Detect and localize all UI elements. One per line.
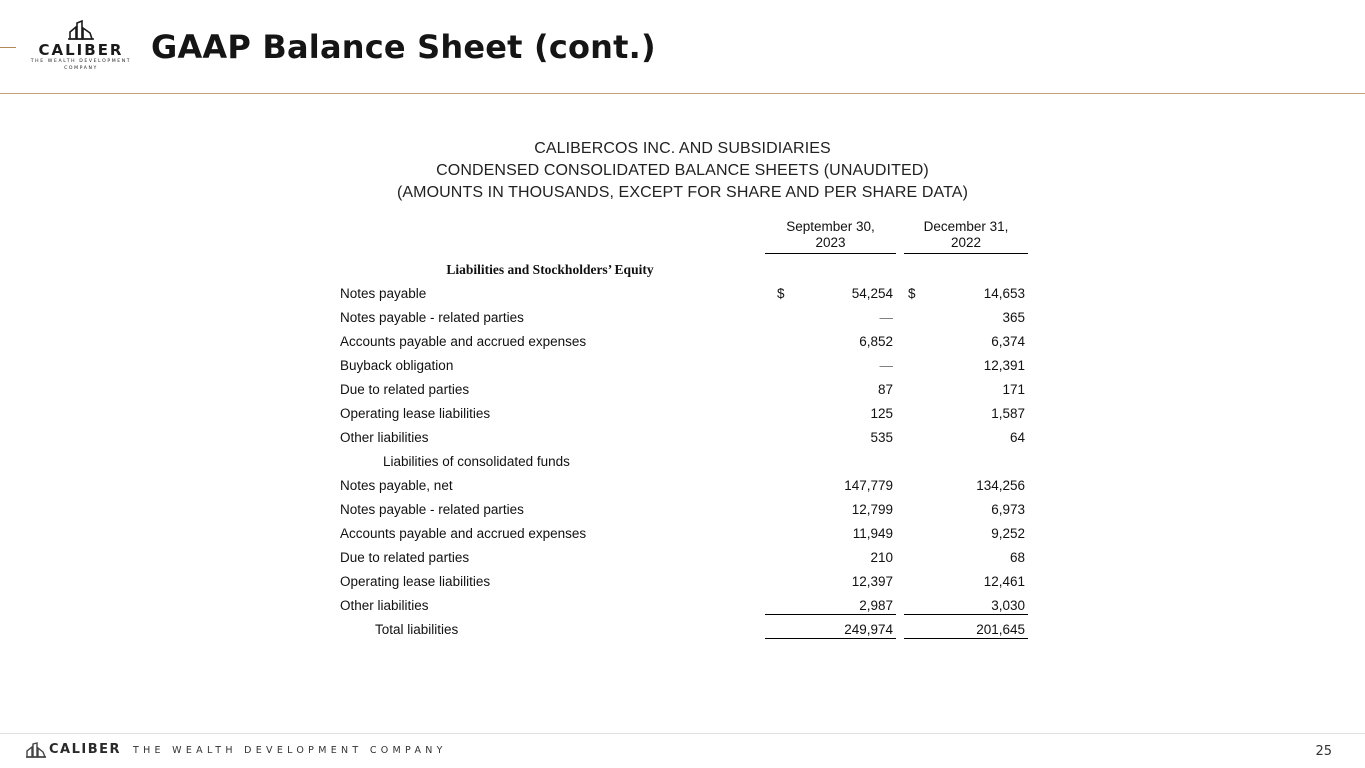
row-label: Notes payable - related parties <box>340 310 524 325</box>
value-2023: 54,254 <box>851 286 893 301</box>
statement-units: (AMOUNTS IN THOUSANDS, EXCEPT FOR SHARE AND PER SHARE DATA) <box>396 184 969 201</box>
company-name: CALIBERCOS INC. AND SUBSIDIARIES <box>534 140 831 157</box>
row-label: Other liabilities <box>340 598 429 613</box>
row-label: Due to related parties <box>340 382 470 397</box>
value-2022: 6,374 <box>991 334 1025 349</box>
value-2022: 365 <box>1002 310 1025 325</box>
column-underline <box>765 253 896 254</box>
total-underline <box>904 638 1028 639</box>
table-row <box>340 308 1030 328</box>
value-2022: 12,391 <box>983 358 1025 373</box>
subtotal-underline <box>765 614 896 615</box>
table-row <box>340 596 1030 616</box>
header-accent-line <box>0 47 16 48</box>
building-icon <box>68 20 94 40</box>
row-label: Notes payable, net <box>340 478 453 493</box>
row-label: Notes payable <box>340 286 427 301</box>
value-2023: — <box>879 310 893 325</box>
table-row <box>340 572 1030 592</box>
value-2023: 147,779 <box>844 478 893 493</box>
table-row <box>340 428 1030 448</box>
footer-wordmark: CALIBER <box>49 742 122 757</box>
row-label: Accounts payable and accrued expenses <box>340 334 587 349</box>
column-header-line1: September 30, <box>786 219 875 234</box>
table-row <box>340 500 1030 520</box>
column-header-line2: 2022 <box>950 235 982 250</box>
header-divider <box>0 93 1365 94</box>
table-row <box>340 548 1030 568</box>
value-2023: 210 <box>870 550 893 565</box>
row-label: Operating lease liabilities <box>340 574 491 589</box>
row-label: Liabilities of consolidated funds <box>383 454 570 469</box>
caliber-logo <box>24 20 138 74</box>
row-label: Operating lease liabilities <box>340 406 491 421</box>
value-2023: 12,397 <box>851 574 893 589</box>
column-header-line1: December 31, <box>923 219 1009 234</box>
total-underline <box>765 638 896 639</box>
column-header-dec-2022 <box>904 219 1028 251</box>
column-header-sep-2023 <box>765 219 896 251</box>
value-2022: 134,256 <box>976 478 1025 493</box>
value-2022: 6,973 <box>991 502 1025 517</box>
value-2022: 68 <box>1009 550 1025 565</box>
row-label: Buyback obligation <box>340 358 454 373</box>
value-2023: 6,852 <box>859 334 893 349</box>
page-number: 25 <box>1315 744 1332 759</box>
building-icon <box>26 742 46 758</box>
value-2023: 2,987 <box>859 598 893 613</box>
statement-name: CONDENSED CONSOLIDATED BALANCE SHEETS (UNAUDITED) <box>436 162 929 179</box>
value-2023: 535 <box>870 430 893 445</box>
value-2023: — <box>879 358 893 373</box>
statement-heading <box>0 138 1365 204</box>
value-2022: 64 <box>1009 430 1025 445</box>
table-row <box>340 356 1030 376</box>
table-row-total <box>340 620 1030 640</box>
table-row <box>340 332 1030 352</box>
column-underline <box>904 253 1028 254</box>
logo-tagline: THE WEALTH DEVELOPMENT COMPANY <box>30 59 132 71</box>
page-title: GAAP Balance Sheet (cont.) <box>151 28 656 66</box>
subtotal-underline <box>904 614 1028 615</box>
table-row <box>340 380 1030 400</box>
value-2022: 3,030 <box>991 598 1025 613</box>
table-row-subheading <box>340 452 1030 472</box>
currency-symbol: $ <box>777 286 785 301</box>
value-2022: 201,645 <box>976 622 1025 637</box>
row-label: Notes payable - related parties <box>340 502 524 517</box>
value-2022: 1,587 <box>991 406 1025 421</box>
row-label: Total liabilities <box>375 622 459 637</box>
value-2023: 11,949 <box>852 526 893 541</box>
row-label: Due to related parties <box>340 550 470 565</box>
value-2022: 14,653 <box>983 286 1025 301</box>
footer-divider <box>0 733 1365 734</box>
row-label: Other liabilities <box>340 430 429 445</box>
logo-wordmark: CALIBER <box>38 41 124 59</box>
table-row <box>340 476 1030 496</box>
table-row <box>340 284 1030 304</box>
value-2022: 171 <box>1002 382 1025 397</box>
column-header-line2: 2023 <box>815 235 846 250</box>
section-title: Liabilities and Stockholders’ Equity <box>446 262 654 277</box>
value-2023: 12,799 <box>851 502 893 517</box>
value-2022: 12,461 <box>983 574 1025 589</box>
row-label: Accounts payable and accrued expenses <box>340 526 587 541</box>
value-2023: 125 <box>870 406 893 421</box>
value-2023: 249,974 <box>844 622 893 637</box>
footer-tagline: THE WEALTH DEVELOPMENT COMPANY <box>133 745 447 756</box>
table-row <box>340 404 1030 424</box>
currency-symbol: $ <box>908 286 916 301</box>
value-2022: 9,252 <box>991 526 1025 541</box>
table-row <box>340 524 1030 544</box>
value-2023: 87 <box>877 382 893 397</box>
